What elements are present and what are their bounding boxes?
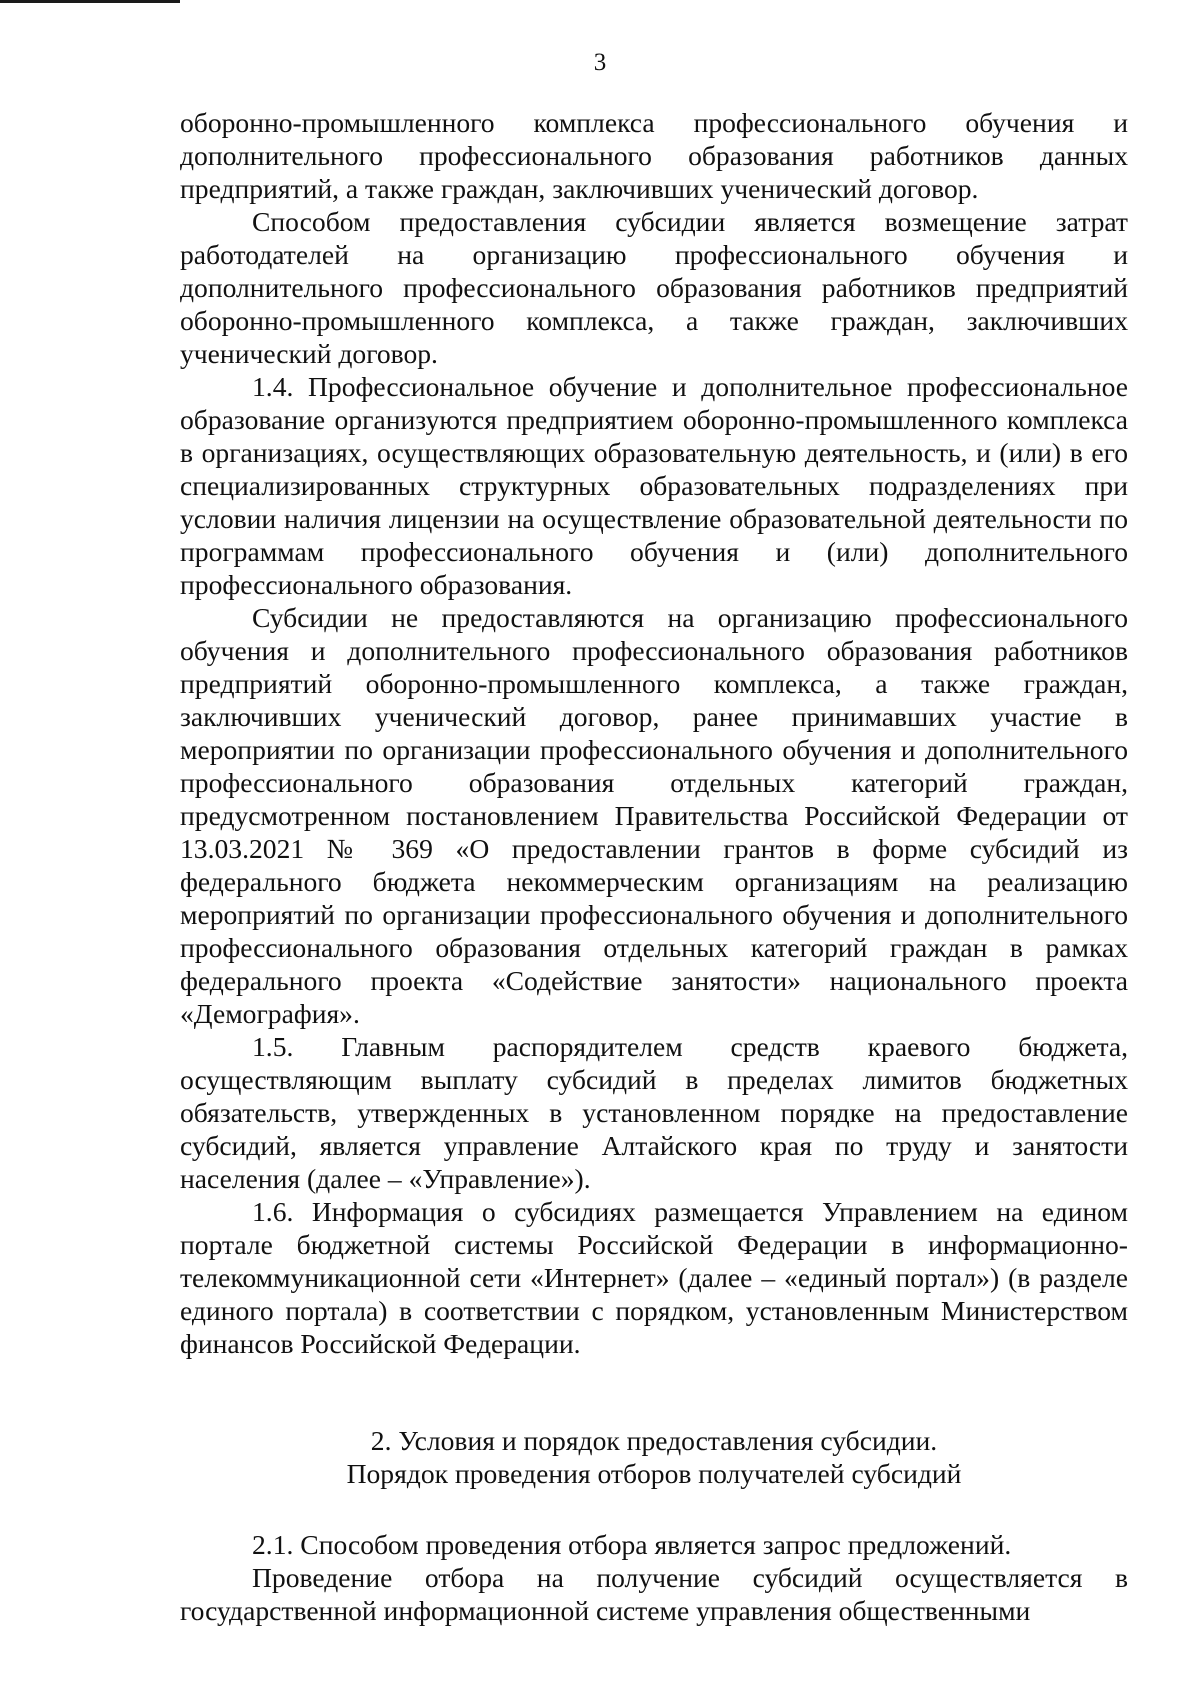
paragraph-1-4: 1.4. Профессиональное обучение и дополнительное профессиональное образование организуются предприятием оборонно-промышленного комплекса в организациях, осуществляющих образовательную деятельность, и (или) в его специализированных структурных образовательных подразделениях при условии наличия лицензии на осуществление образовательной деятельности по программам профессионального обучения и (или) дополнительного профессионального образования. [180, 371, 1128, 600]
paragraph-continuation: оборонно-промышленного комплекса профессионального обучения и дополнительного профессионального образования работников данных предприятий, а также граждан, заключивших ученический договор. [180, 107, 1128, 204]
paragraph-subsidy-method: Способом предоставления субсидии является возмещение затрат работодателей на организацию профессионального обучения и дополнительного профессионального образования работников предприятий оборонно-промышленного комплекса, а также граждан, заключивших ученический договор. [180, 206, 1128, 369]
paragraph-1-6: 1.6. Информация о субсидиях размещается Управлением на едином портале бюджетной системы Российской Федерации в информационно-телекоммуникационной сети «Интернет» (далее – «единый портал») (в разделе единого портала) в соответствии с порядком, установленным Министерством финансов Российской Федерации. [180, 1196, 1128, 1359]
paragraph-2-1: 2.1. Способом проведения отбора является запрос предложений. [252, 1529, 1012, 1560]
scan-edge-mark [0, 0, 180, 3]
paragraph-1-5: 1.5. Главным распорядителем средств краевого бюджета, осуществляющим выплату субсидий в пределах лимитов бюджетных обязательств, утвержденных в установленном порядке на предоставление субсидий, является управление Алтайского края по труду и занятости населения (далее – «Управление»). [180, 1031, 1128, 1194]
paragraph-selection-system: Проведение отбора на получение субсидий осуществляется в государственной информационной системе управления общественными [180, 1562, 1128, 1626]
section-heading-line-1: 2. Условия и порядок предоставления субсидии. [370, 1425, 938, 1456]
paragraph-subsidy-exclusion: Субсидии не предоставляются на организацию профессионального обучения и дополнительного профессионального образования работников предприятий оборонно-промышленного комплекса, а также граждан, заключивших ученический договор, ранее принимавших участие в мероприятии по организации профессионального обучения и дополнительного профессионального образования отдельных категорий граждан, предусмотренном постановлением Правительства Российской Федерации от 13.03.2021 № 369 «О предоставлении грантов в форме субсидий из федерального бюджета некоммерческим организациям на реализацию мероприятий по организации профессионального обучения и дополнительного профессионального образования отдельных категорий граждан в рамках федерального проекта «Содействие занятости» национального проекта «Демография». [180, 602, 1128, 1029]
section-heading-line-2: Порядок проведения отборов получателей субсидий [346, 1458, 962, 1489]
page-number: 3 [593, 49, 607, 76]
section-heading [180, 1424, 1128, 1490]
document-body [180, 106, 1128, 1627]
